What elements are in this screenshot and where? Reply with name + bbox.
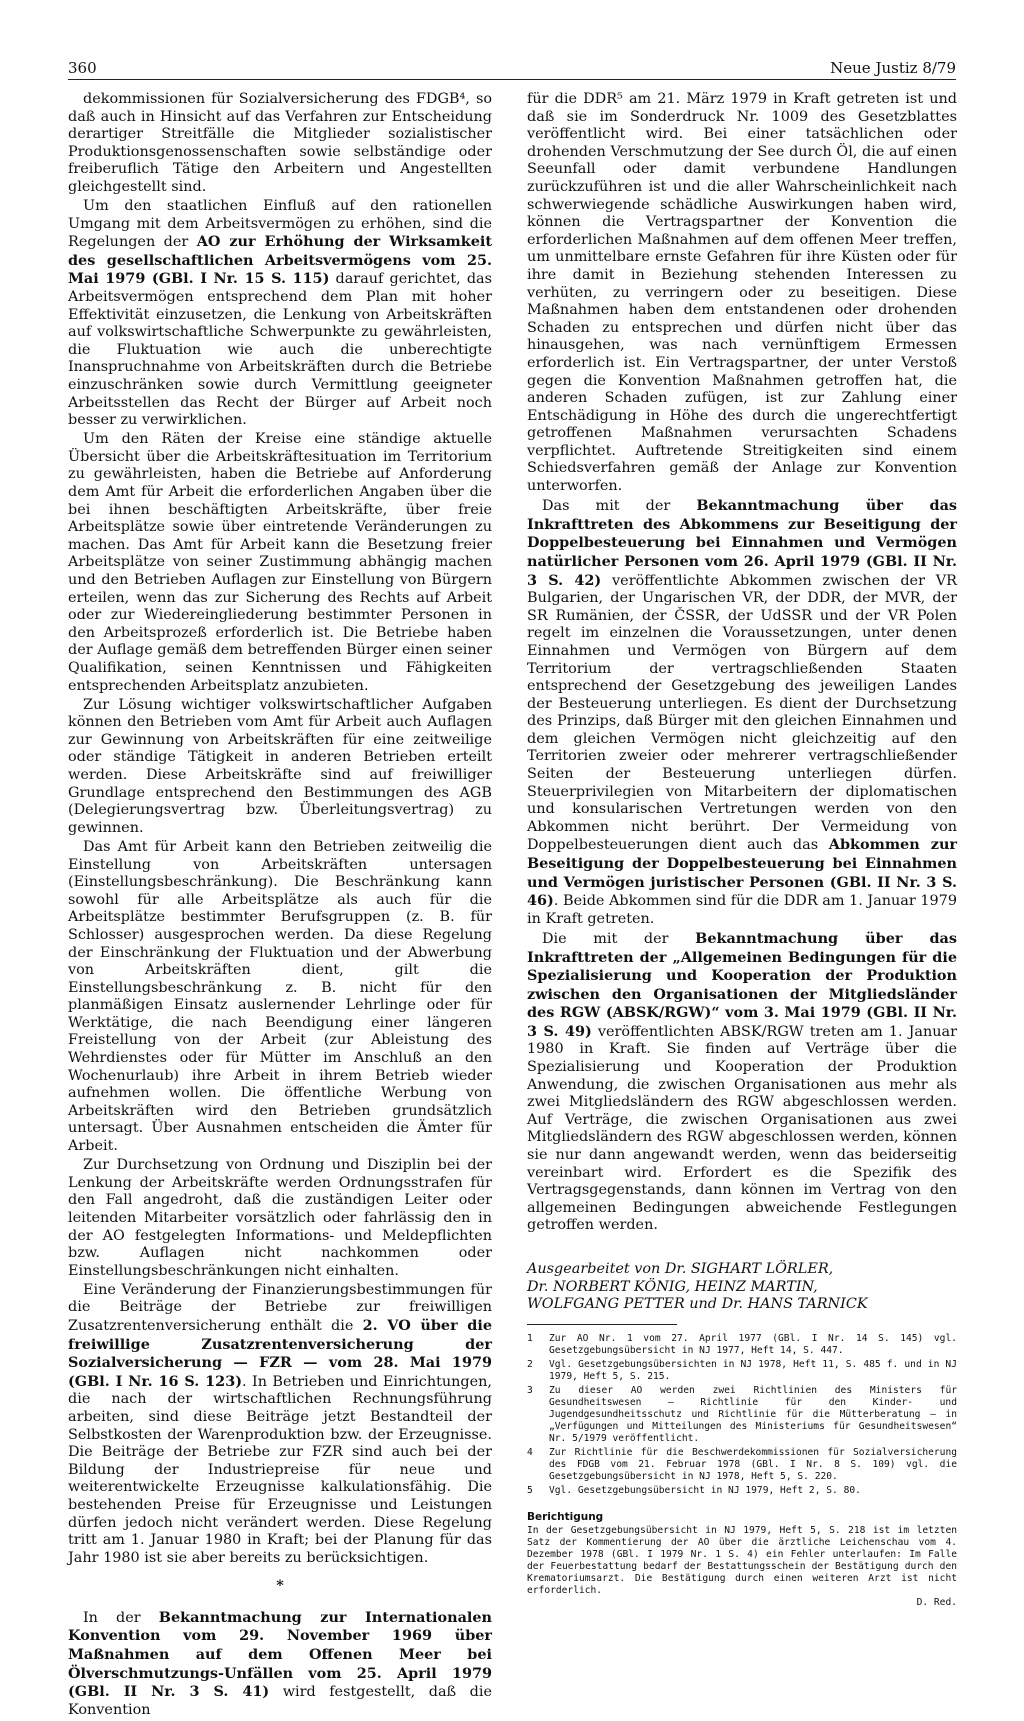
paragraph: Das Amt für Arbeit kann den Betrieben zeitweilig die Einstellung von Arbeitskräften untersagen (Einstellungsbeschränkung). Die Beschränkung kann sowohl für alle Arbeitsplätze als auch für die Arbeitsplätze bestimmter Berufsgruppen (z. B. für Schlosser) ausgesprochen werden. Da diese Regelung der Einschränkung der Fluktuation und der Abwerbung von Arbeitskräften dient, gilt die Einstellungsbeschränkung z. B. nicht für den planmäßigen Einsatz auslernender Lehrlinge oder für Werktätige, die nach Beendigung einer längeren Freistellung von der Arbeit (zur Ableistung des Wehrdienstes oder für Mütter im Anschluß an den Wochenurlaub) ihre Arbeit in ihrem Betrieb wieder aufnehmen wollen. Die öffentliche Werbung von Arbeitskräften wird den Betrieben grundsätzlich untersagt. Über Ausnahmen entscheiden die Ämter für Arbeit. <box>68 838 492 1155</box>
correction-title: Berichtigung <box>527 1510 604 1523</box>
footnotes <box>527 1333 957 1497</box>
credit-line: WOLFGANG PETTER und Dr. HANS TARNICK <box>527 1296 868 1313</box>
paragraph: für die DDR⁵ am 21. März 1979 in Kraft getreten ist und daß sie im Sonderdruck Nr. 1009 des Gesetzblattes veröffentlicht wird. Bei einer tatsächlichen oder drohenden Verschmutzung der See durch Öl, die auf einen Seeunfall oder damit verbundene Handlungen zurückzuführen ist und die aller Wahrscheinlichkeit nach schwerwiegende schädliche Auswirkungen haben wird, können die Vertragspartner der Konvention die erforderlichen Maßnahmen auf dem offenen Meer treffen, um unmittelbare ernste Gefahren für ihre Küsten oder für ihre damit in Beziehung stehenden Interessen zu verhüten, zu verringern oder zu beseitigen. Diese Maßnahmen haben dem entstandenen oder drohenden Schaden zu entsprechen und dürfen nicht über das hinausgehen, was nach vernünftigem Ermessen erforderlich ist. Ein Vertragspartner, der unter Verstoß gegen die Konvention Maßnahmen getroffen hat, die anderen Schaden zufügen, ist zur Zahlung einer Entschädigung in Höhe des durch die ungerechtfertigt getroffenen Maßnahmen verursachten Schadens verpflichtet. Auftretende Streitigkeiten sind einem Schiedsverfahren gemäß der Anlage zur Konvention unterworfen. <box>527 91 957 495</box>
section-separator: * <box>276 1577 284 1595</box>
footnote: 1 Zur AO Nr. 1 vom 27. April 1977 (GBl. I Nr. 14 S. 145) vgl. Gesetzgebungsübersicht in NJ 1977, Heft 14, S. 447. <box>527 1332 957 1356</box>
author-credits <box>527 1261 957 1314</box>
correction-notice <box>527 1511 957 1609</box>
credit-line: Ausgearbeitet von Dr. SIGHART LÖRLER, <box>527 1261 834 1277</box>
paragraph: Eine Veränderung der Finanzierungsbestimmungen für die Beiträge der Betriebe zur freiwilligen Zusatzrentenversicherung enthält die 2. VO über die freiwillige Zusatzrentenversicherung der Sozialversicherung — FZR — vom 28. Mai 1979 (GBl. I Nr. 16 S. 123). In Betrieben und Einrichtungen, die nach der wirtschaftlichen Rechnungsführung arbeiten, sind diese Beiträge jetzt Bestandteil der Selbstkosten der Warenproduktion bzw. der Erzeugnisse. Die Beiträge der Betriebe zur FZR sind auch bei der Bildung der Industriepreise für neue und weiterentwickelte Erzeugnisse kalkulationsfähig. Die bestehenden Preise für Erzeugnisse und Leistungen dürfen jedoch nicht verändert werden. Diese Regelung tritt am 1. Januar 1980 in Kraft; bei der Planung für das Jahr 1980 ist sie aber bereits zu berücksichtigen. <box>68 1281 492 1566</box>
paragraph: Die mit der Bekanntmachung über das Inkrafttreten der „Allgemeinen Bedingungen für die Spezialisierung und Kooperation der Produktion zwischen den Organisationen der Mitgliedsländer des RGW (ABSK/RGW)“ vom 3. Mai 1979 (GBl. II Nr. 3 S. 49) veröffentlichten ABSK/RGW treten am 1. Januar 1980 in Kraft. Sie finden auf Verträge über die Spezialisierung und Kooperation der Produktion Anwendung, die zwischen Organisationen aus mehr als zwei Mitgliedsländern des RGW abgeschlossen werden. Auf Verträge, die zwischen Organisationen aus zwei Mitgliedsländern des RGW abgeschlossen werden, können sie nur dann angewandt werden, wenn das beiderseitig vereinbart wird. Erfordert es die Spezifik des Vertragsgegenstands, dann können im Vertrag von den allgemeinen Bedingungen abweichende Festlegungen getroffen werden. <box>527 929 957 1234</box>
footnote-divider <box>527 1324 677 1325</box>
journal-title: Neue Justiz 8/79 <box>830 59 956 77</box>
page-header <box>68 57 956 80</box>
paragraph: Zur Durchsetzung von Ordnung und Disziplin bei der Lenkung der Arbeitskräfte werden Ordnungsstrafen für den Fall angedroht, daß die zuständigen Leiter oder leitenden Mitarbeiter vorsätzlich oder fahrlässig den in der AO festgelegten Informations- und Meldepflichten bzw. Auflagen nicht nachkommen oder Einstellungsbeschränkungen nicht einhalten. <box>68 1157 492 1279</box>
paragraph: Zur Lösung wichtiger volkswirtschaftlicher Aufgaben können den Betrieben vom Amt für Arbeit auch Auflagen zur Gewinnung von Arbeitskräften für eine zeitweilige oder ständige Tätigkeit in anderen Betrieben erteilt werden. Diese Arbeitskräfte sind auf freiwilliger Grundlage entsprechend den Bestimmungen des AGB (Delegierungsvertrag bzw. Überleitungsvertrag) zu gewinnen. <box>68 696 492 836</box>
footnote: 4 Zur Richtlinie für die Beschwerdekommissionen für Sozialversicherung des FDGB vom 21. Februar 1978 (GBl. I Nr. 8 S. 109) vgl. die Gesetzgebungsübersicht in NJ 1978, Heft 5, S. 220. <box>527 1446 957 1482</box>
footnote: 2 Vgl. Gesetzgebungsübersichten in NJ 1978, Heft 11, S. 485 f. und in NJ 1979, Heft 5, S. 215. <box>527 1358 957 1382</box>
page-number: 360 <box>68 59 97 77</box>
correction-signature: D. Red. <box>916 1596 957 1608</box>
paragraph: Das mit der Bekanntmachung über das Inkrafttreten des Abkommens zur Beseitigung der Doppelbesteuerung bei Einnahmen und Vermögen natürlicher Personen vom 26. April 1979 (GBl. II Nr. 3 S. 42) veröffentlichte Abkommen zwischen der VR Bulgarien, der Ungarischen VR, der DDR, der MVR, der SR Rumänien, der ČSSR, der UdSSR und der VR Polen regelt im einzelnen die Voraussetzungen, unter denen Einnahmen und Vermögen von Bürgern auf dem Territorium der vertragschließenden Staaten entsprechend der Gesetzgebung des jeweiligen Landes der Besteuerung unterliegen. Es dient der Durchsetzung des Prinzips, daß Bürger mit den gleichen Einnahmen und dem gleichen Vermögen nicht gleichzeitig auf den Territorien zweier oder mehrerer vertragschließender Seiten der Besteuerung unterliegen dürfen. Steuerprivilegien von Mitarbeitern der diplomatischen und konsularischen Vertretungen werden von den Abkommen nicht berührt. Der Vermeidung von Doppelbesteuerungen dient auch das Abkommen zur Beseitigung der Doppelbesteuerung bei Einnahmen und Vermögen juristischer Personen (GBl. II Nr. 3 S. 46). Beide Abkommen sind für die DDR am 1. Januar 1979 in Kraft getreten. <box>527 497 957 927</box>
footnote: 5 Vgl. Gesetzgebungsübersicht in NJ 1979, Heft 2, S. 80. <box>527 1484 861 1496</box>
left-column <box>68 91 492 1721</box>
paragraph: In der Bekanntmachung zur Internationalen Konvention vom 29. November 1969 über Maßnahmen auf dem Offenen Meer bei Ölverschmutzungs-Unfällen vom 25. April 1979 (GBl. II Nr. 3 S. 41) wird festgestellt, daß die Konvention <box>68 1608 492 1718</box>
right-column <box>527 91 957 1609</box>
paragraph: dekommissionen für Sozialversicherung des FDGB⁴, so daß auch in Hinsicht auf das Verfahren zur Entscheidung derartiger Streitfälle die Mitglieder sozialistischer Produktionsgenossenschaften sowie selbständige oder freiberuflich Tätige den Arbeitern und Angestellten gleichgestellt sind. <box>68 91 492 195</box>
paragraph: Um den staatlichen Einfluß auf den rationellen Umgang mit dem Arbeitsvermögen zu erhöhen, sind die Regelungen der AO zur Erhöhung der Wirksamkeit des gesellschaftlichen Arbeitsvermögens vom 25. Mai 1979 (GBl. I Nr. 15 S. 115) darauf gerichtet, das Arbeitsvermögen entsprechend dem Plan mit hoher Effektivität einzusetzen, die Lenkung von Arbeitskräften auf volkswirtschaftliche Schwerpunkte zu gewährleisten, die Fluktuation wie auch die unberechtigte Inanspruchnahme von Arbeitskräften durch die Betriebe einzuschränken sowie durch Vermittlung geeigneter Arbeitsstellen das Recht der Bürger auf Arbeit noch besser zu verwirklichen. <box>68 198 492 429</box>
paragraph: Um den Räten der Kreise eine ständige aktuelle Übersicht über die Arbeitskräftesituation im Territorium zu gewährleisten, haben die Betriebe auf Anforderung dem Amt für Arbeit die erforderlichen Angaben über die bei ihnen beschäftigten Arbeitskräfte, über freie Arbeitsplätze sowie über eintretende Veränderungen zu machen. Das Amt für Arbeit kann die Besetzung freier Arbeitsplätze von seiner Zustimmung abhängig machen und den Betrieben Auflagen zur Einstellung von Bürgern erteilen, wenn das zur Sicherung des Rechts auf Arbeit oder zur Wiedereingliederung bestimmter Personen in den Arbeitsprozeß erforderlich ist. Die Betriebe haben der Auflage gemäß dem betreffenden Bürger einen seiner Qualifikation, seinen Kenntnissen und Fähigkeiten entsprechenden Arbeitsplatz anzubieten. <box>68 431 492 694</box>
footnote: 3 Zu dieser AO werden zwei Richtlinien des Ministers für Gesundheitswesen — Richtlinie für den Kinder- und Jugendgesundheitsschutz und Richtlinie für die Mütterberatung — in „Verfügungen und Mitteilungen des Ministeriums für Gesundheitswesen“ Nr. 5/1979 veröffentlicht. <box>527 1384 957 1444</box>
credit-line: Dr. NORBERT KÖNIG, HEINZ MARTIN, <box>527 1278 818 1295</box>
correction-text: In der Gesetzgebungsübersicht in NJ 1979, Heft 5, S. 218 ist im letzten Satz der Kommentierung der AO über die ärztliche Leichenschau vom 4. Dezember 1978 (GBl. I 1979 Nr. 1 S. 4) ein Fehler unterlaufen: Im Falle der Feuerbestattung bedarf der Bestattungsschein der Bestätigung durch den Krematoriumsarzt. Die Bestätigung durch einen weiteren Arzt ist nicht erforderlich. <box>527 1524 957 1596</box>
